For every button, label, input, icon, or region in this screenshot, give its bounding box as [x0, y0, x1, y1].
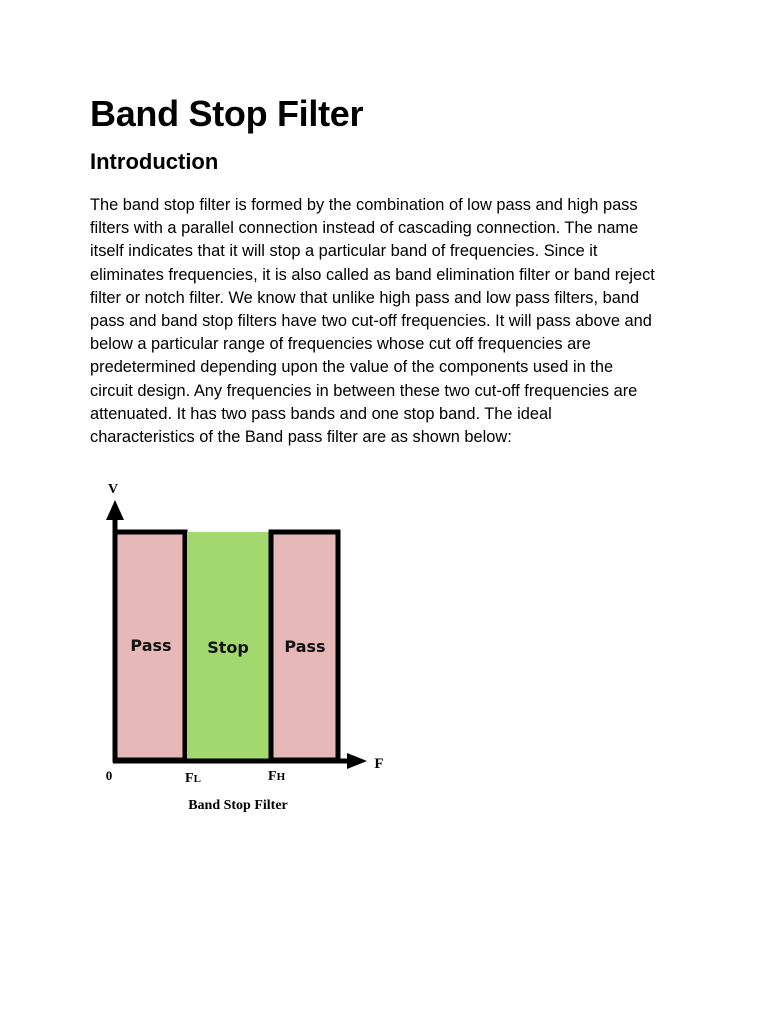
x-axis-label: F — [374, 756, 384, 772]
cutoff-low-label-sub: L — [193, 773, 201, 785]
introduction-paragraph — [90, 194, 690, 449]
paragraph-line: predetermined depending upon the value of the components used in the — [90, 358, 614, 377]
paragraph-line: pass and band stop filters have two cut-off frequencies. It will pass above and — [90, 312, 652, 331]
paragraph-line: filters with a parallel connection instead of cascading connection. The name — [90, 219, 639, 238]
section-heading-introduction: Introduction — [90, 149, 219, 174]
cutoff-high-label — [268, 769, 286, 784]
paragraph-line: eliminates frequencies, it is also called as band elimination filter or band reject — [90, 265, 655, 284]
x-axis-arrow-icon — [347, 753, 367, 769]
band-stop-filter-figure — [95, 470, 395, 820]
paragraph-line: below a particular range of frequencies whose cut off frequencies are — [90, 335, 591, 354]
paragraph-line: The band stop filter is formed by the combination of low pass and high pass — [90, 196, 638, 214]
figure-caption: Band Stop Filter — [188, 798, 288, 813]
paragraph-line: circuit design. Any frequencies in between these two cut-off frequencies are — [90, 381, 638, 400]
cutoff-low-label-main: F — [185, 771, 194, 786]
cutoff-high-label-sub: H — [276, 771, 286, 783]
origin-label: 0 — [105, 768, 113, 783]
page-title: Band Stop Filter — [90, 93, 364, 134]
y-axis-label: V — [107, 482, 119, 497]
paragraph-line: attenuated. It has two pass bands and one stop band. The ideal — [90, 404, 552, 423]
band-stop-filter-diagram — [95, 470, 395, 820]
band-label-stop: Stop — [207, 638, 249, 657]
y-axis-arrow-icon — [106, 500, 124, 520]
band-label-pass-high: Pass — [284, 637, 326, 656]
cutoff-high-label-main: F — [268, 769, 277, 784]
cutoff-low-label — [185, 771, 201, 786]
paragraph-line: itself indicates that it will stop a particular band of frequencies. Since it — [90, 242, 598, 261]
paragraph-line: characteristics of the Band pass filter are as shown below: — [90, 428, 512, 447]
band-label-pass-low: Pass — [130, 636, 172, 655]
paragraph-line: filter or notch filter. We know that unlike high pass and low pass filters, band — [90, 288, 640, 307]
